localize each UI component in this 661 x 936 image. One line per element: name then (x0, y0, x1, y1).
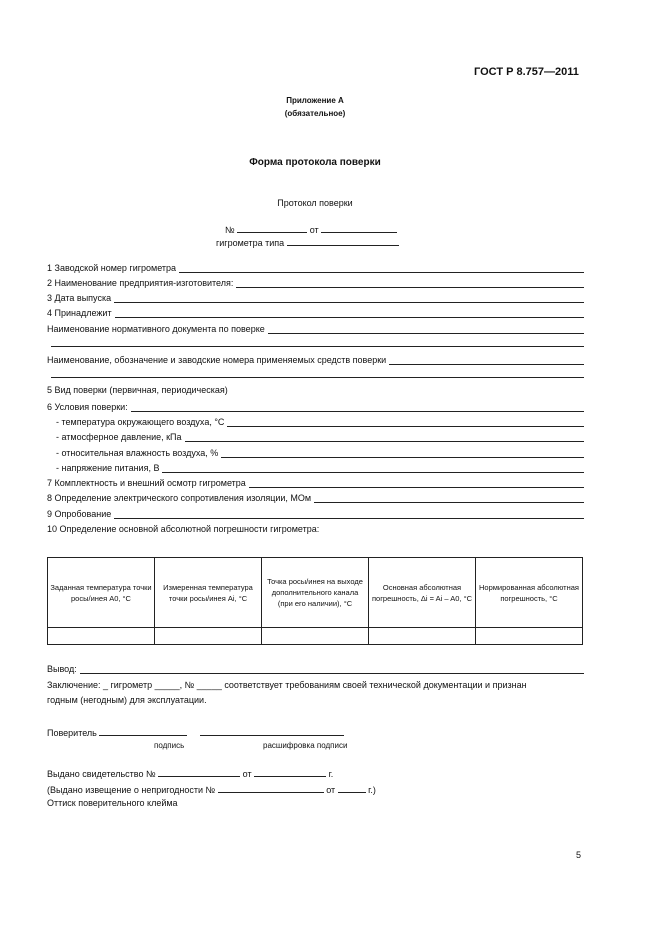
signature-field[interactable] (99, 726, 187, 736)
error-table (47, 557, 583, 645)
voltage-field[interactable] (162, 463, 584, 473)
conditions-field[interactable] (131, 402, 584, 412)
manufacturer-field[interactable] (236, 278, 584, 288)
item-9: 9 Опробование (47, 507, 584, 519)
from-label: от (309, 225, 319, 235)
verification-means-extra-line[interactable] (51, 377, 584, 378)
appendix-subtitle: (обязательное) (284, 109, 346, 118)
release-date-field[interactable] (114, 293, 584, 303)
protocol-number-line (225, 223, 397, 235)
item-2: 2 Наименование предприятия-изготовителя: (47, 276, 584, 288)
table-cell[interactable] (155, 628, 262, 645)
verifier-label: Поверитель (47, 728, 97, 738)
normative-doc: Наименование нормативного документа по поверке (47, 322, 584, 334)
item-10: 10 Определение основной абсолютной погрешности гигрометра: (47, 524, 320, 534)
vyvod-field[interactable] (80, 664, 584, 674)
notice-date-field[interactable] (338, 783, 366, 793)
number-field[interactable] (237, 223, 307, 233)
certificate-date-field[interactable] (254, 767, 326, 777)
verifier-line (47, 726, 344, 738)
table-cell[interactable] (369, 628, 476, 645)
item-1: 1 Заводской номер гигрометра (47, 261, 584, 273)
unfitness-notice-line: (Выдано извещение о непригодности № от г.) (47, 785, 376, 795)
appendix-title: Приложение А (286, 96, 344, 105)
normative-doc-extra-line[interactable] (51, 346, 584, 347)
temperature-row: - температура окружающего воздуха, °С (56, 415, 584, 427)
temperature-field[interactable] (227, 417, 584, 427)
header-measured-temperature: Измеренная температура точки росы/инея Ai, °С (155, 558, 262, 628)
table-cell[interactable] (476, 628, 583, 645)
certificate-line: Выдано свидетельство № от г. (47, 769, 334, 779)
pressure-row: - атмосферное давление, кПа (56, 430, 584, 442)
verification-means-field[interactable] (389, 355, 584, 365)
header-abs-error: Основная абсолютная погрешность, Δi = Ai – A0, °С (369, 558, 476, 628)
insulation-field[interactable] (314, 493, 584, 503)
signature-decode-caption: расшифровка подписи (263, 741, 348, 750)
signature-caption: подпись (154, 741, 185, 750)
table-row (48, 628, 583, 645)
header-additional-channel: Точка росы/инея на выходе дополнительного канала (при его наличии), °С (262, 558, 369, 628)
stamp-label: Оттиск поверительного клейма (47, 798, 178, 808)
normative-doc-field[interactable] (268, 324, 584, 334)
item-7: 7 Комплектность и внешний осмотр гигрометра (47, 476, 584, 488)
serial-number-field[interactable] (179, 263, 584, 273)
notice-number-field[interactable] (218, 783, 324, 793)
voltage-row: - напряжение питания, В (56, 461, 584, 473)
type-field[interactable] (287, 236, 399, 246)
table-cell[interactable] (48, 628, 155, 645)
item-4: 4 Принадлежит (47, 306, 584, 318)
inspection-field[interactable] (249, 478, 584, 488)
item-5: 5 Вид поверки (первичная, периодическая) (47, 385, 228, 395)
pressure-field[interactable] (185, 432, 584, 442)
type-label: гигрометра типа (216, 238, 285, 248)
verification-means: Наименование, обозначение и заводские номера применяемых средств поверки (47, 353, 584, 365)
item-8: 8 Определение электрического сопротивления изоляции, МОм (47, 491, 584, 503)
item-3: 3 Дата выпуска (47, 291, 584, 303)
owner-field[interactable] (115, 308, 584, 318)
conclusion-vyvod: Вывод: (47, 662, 584, 674)
testing-field[interactable] (114, 509, 584, 519)
number-label: № (225, 225, 235, 235)
page-number: 5 (576, 850, 582, 860)
certificate-number-field[interactable] (158, 767, 240, 777)
date-field[interactable] (321, 223, 397, 233)
hygrometer-type-line (216, 236, 399, 248)
header-normalized-error: Нормированная абсолютная погрешность, °С (476, 558, 583, 628)
signature-decode-field[interactable] (200, 726, 344, 736)
standard-code: ГОСТ Р 8.757—2011 (474, 66, 579, 78)
humidity-row: - относительная влажность воздуха, % (56, 446, 584, 458)
conclusion-text-2: годным (негодным) для эксплуатации. (47, 695, 207, 705)
header-set-temperature: Заданная температура точки росы/инея A0, °С (48, 558, 155, 628)
form-title: Форма протокола поверки (249, 157, 381, 168)
protocol-title: Протокол поверки (277, 198, 353, 208)
table-cell[interactable] (262, 628, 369, 645)
item-6: 6 Условия поверки: (47, 400, 584, 412)
humidity-field[interactable] (221, 448, 584, 458)
conclusion-text-1: Заключение: _ гигрометр _____, № _____ соответствует требованиям своей технической документации и признан (47, 680, 527, 690)
